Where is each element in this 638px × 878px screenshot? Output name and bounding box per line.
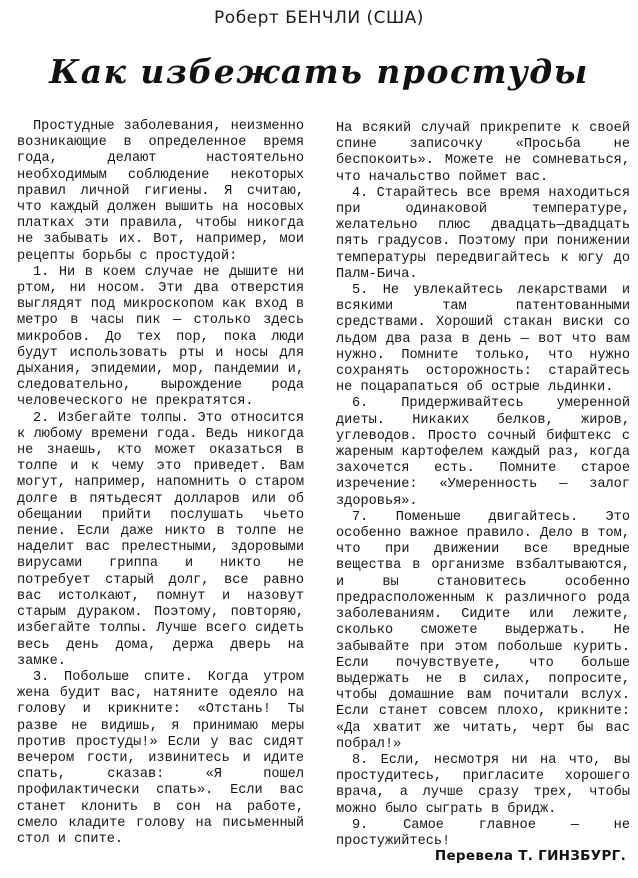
rule-7-paragraph: 7. Поменьше двигайтесь. Это особенно важное правило. Дело в том, что при движении все вредные вещества в организме взбалтываются, и вы становитесь особенно предрасположенным к различного рода заболеваниям. Сидите или лежите, сколько сможете выдержать. Не забывайте при этом побольше курить. Если почувствуете, что больше выдержать не в силах, попросите, чтобы домашние вам почитали вслух. Если станет совсем плохо, крикните: «Да хватит же читать, черт бы вас побрал!» (336, 509, 630, 752)
rule-6-paragraph: 6. Придерживайтесь умеренной диеты. Никаких белков, жиров, углеводов. Просто сочный бифштекс с жареным картофелем каждый раз, когда захочется есть. Помните старое изречение: «Умеренность — залог здоровья». (336, 396, 630, 509)
right-column (336, 121, 630, 850)
intro-paragraph: Простудные заболевания, неизменно возникающие в определенное время года, делают настоятельно необходимым соблюдение некоторых правил личной гигиены. Я считаю, что каждый должен вышить на носовых платках эти правила, чтобы никогда не забывать их. Вот, например, мои рецепты борьбы с простудой: (17, 119, 304, 264)
rule-1-paragraph: 1. Ни в коем случае не дышите ни ртом, ни носом. Эти два отверстия выглядят под микроскопом как вход в метро в часы пик — столько здесь микробов. До тех пор, пока люди будут использовать рты и носы для дыхания, эпидемии, мор, пандемии и, следовательно, вырождение рода человеческого не прекратятся. (17, 264, 304, 410)
rule-2-paragraph: 2. Избегайте толпы. Это относится к любому времени года. Ведь никогда не знаешь, кто может оказаться в толпе и к чему это приведет. Вам могут, например, напомнить о старом долге в пятьдесят долларов или об обещании прийти послушать чьето пение. Если даже никто в толпе не наделит вас прелестными, здоровыми вирусами гриппа и никто не потребует старый долг, все равно вас истолкают, помнут и назовут старым дураком. Поэтому, повторяю, избегайте толпы. Лучше всего сидеть весь день дома, держа дверь на замке. (17, 410, 304, 669)
rule-3-paragraph: 3. Побольше спите. Когда утром жена будит вас, натяните одеяло на голову и крикните: «Отстань! Ты разве не видишь, я принимаю меры против простуды!» Если у вас сидят вечером гости, извинитесь и идите спать, сказав: «Я пошел профилактически спать». Если вас станет клонить в сон на работе, смело кладите голову на письменный стол и спите. (17, 669, 304, 847)
rule-4-paragraph: 4. Старайтесь все время находиться при одинаковой температуре, желательно плюс двадцать—двадцать пять градусов. Поэтому при понижении температуры передвигайтесь к югу до Палм-Бича. (336, 185, 630, 282)
rule-8-paragraph: 8. Если, несмотря ни на что, вы простудитесь, пригласите хорошего врача, а лучше сразу трех, чтобы можно было сыграть в бридж. (336, 752, 630, 817)
left-column (17, 119, 304, 848)
translator-credit: Перевела Т. ГИНЗБУРГ. (434, 848, 626, 864)
rule-5-paragraph: 5. Не увлекайтесь лекарствами и всякими там патентованными средствами. Хороший стакан виски со льдом два раза в день — вот что вам нужно. Помните только, что нужно сохранять осторожность: старайтесь не поцарапаться об острые льдинки. (336, 283, 630, 396)
author-byline: Роберт БЕНЧЛИ (США) (214, 8, 424, 28)
article-title: Как избежать простуды (49, 52, 589, 91)
rule-3-continued-paragraph: На всякий случай прикрепите к своей спине записочку «Просьба не беспокоить». Можете не сомневаться, что начальство поймет вас. (336, 121, 630, 185)
rule-9-paragraph: 9. Самое главное — не простужийтесь! (336, 817, 630, 849)
